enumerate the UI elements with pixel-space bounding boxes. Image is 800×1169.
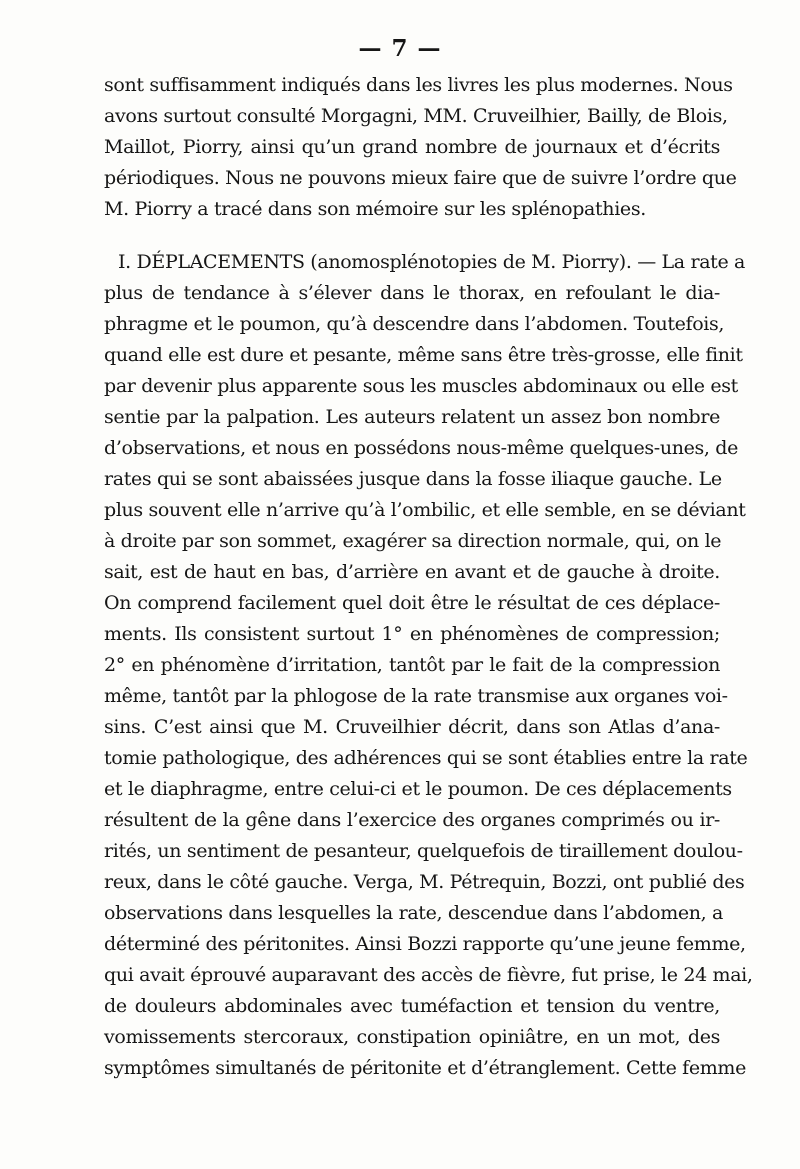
text-line: à droite par son sommet, exagérer sa direction normale, qui, on le (104, 530, 722, 552)
text-line: plus de tendance à s’élever dans le thorax, en refoulant le dia- (104, 282, 720, 304)
page-number: — 7 — (358, 35, 442, 62)
text-line: résultent de la gêne dans l’exercice des organes comprimés ou ir- (104, 809, 720, 831)
text-line: rités, un sentiment de pesanteur, quelquefois de tiraillement doulou- (104, 840, 743, 862)
text-line: même, tantôt par la phlogose de la rate transmise aux organes voi- (104, 685, 728, 707)
text-line: ments. Ils consistent surtout 1° en phénomènes de compression; (104, 623, 720, 645)
text-line: quand elle est dure et pesante, même sans être très-grosse, elle finit (104, 344, 743, 366)
text-line: sentie par la palpation. Les auteurs relatent un assez bon nombre (104, 406, 720, 428)
text-line: reux, dans le côté gauche. Verga, M. Pétrequin, Bozzi, ont publié des (104, 871, 745, 893)
text-line: vomissements stercoraux, constipation opiniâtre, en un mot, des (104, 1026, 720, 1048)
text-line: périodiques. Nous ne pouvons mieux faire que de suivre l’ordre que (104, 167, 737, 189)
text-line: déterminé des péritonites. Ainsi Bozzi rapporte qu’une jeune femme, (104, 933, 746, 955)
text-line: observations dans lesquelles la rate, descendue dans l’abdomen, a (104, 902, 723, 924)
text-line: Maillot, Piorry, ainsi qu’un grand nombre de journaux et d’écrits (104, 136, 720, 158)
text-line: sins. C’est ainsi que M. Cruveilhier décrit, dans son Atlas d’ana- (104, 716, 720, 738)
text-line: 2° en phénomène d’irritation, tantôt par le fait de la compression (104, 654, 720, 676)
text-line: symptômes simultanés de péritonite et d’étranglement. Cette femme (104, 1057, 746, 1079)
text-line: M. Piorry a tracé dans son mémoire sur les splénopathies. (104, 198, 646, 220)
text-line: sont suffisamment indiqués dans les livres les plus modernes. Nous (104, 74, 733, 96)
text-line: sait, est de haut en bas, d’arrière en avant et de gauche à droite. (104, 561, 720, 583)
text-line: tomie pathologique, des adhérences qui se sont établies entre la rate (104, 747, 748, 769)
text-line: phragme et le poumon, qu’à descendre dans l’abdomen. Toutefois, (104, 313, 725, 335)
text-line: de douleurs abdominales avec tuméfaction et tension du ventre, (104, 995, 720, 1017)
text-line: par devenir plus apparente sous les muscles abdominaux ou elle est (104, 375, 738, 397)
text-line: qui avait éprouvé auparavant des accès de fièvre, fut prise, le 24 mai, (104, 964, 753, 986)
text-line: et le diaphragme, entre celui-ci et le poumon. De ces déplacements (104, 778, 732, 800)
text-line: avons surtout consulté Morgagni, MM. Cruveilhier, Bailly, de Blois, (104, 105, 728, 127)
text-line: plus souvent elle n’arrive qu’à l’ombilic, et elle semble, en se déviant (104, 499, 746, 521)
text-line: On comprend facilement quel doit être le résultat de ces déplace- (104, 592, 720, 614)
text-line: rates qui se sont abaissées jusque dans la fosse iliaque gauche. Le (104, 468, 722, 490)
section-heading-line: I. DÉPLACEMENTS (anomosplénotopies de M. Piorry). — La rate a (118, 251, 746, 273)
text-line: d’observations, et nous en possédons nous-même quelques-unes, de (104, 437, 739, 459)
